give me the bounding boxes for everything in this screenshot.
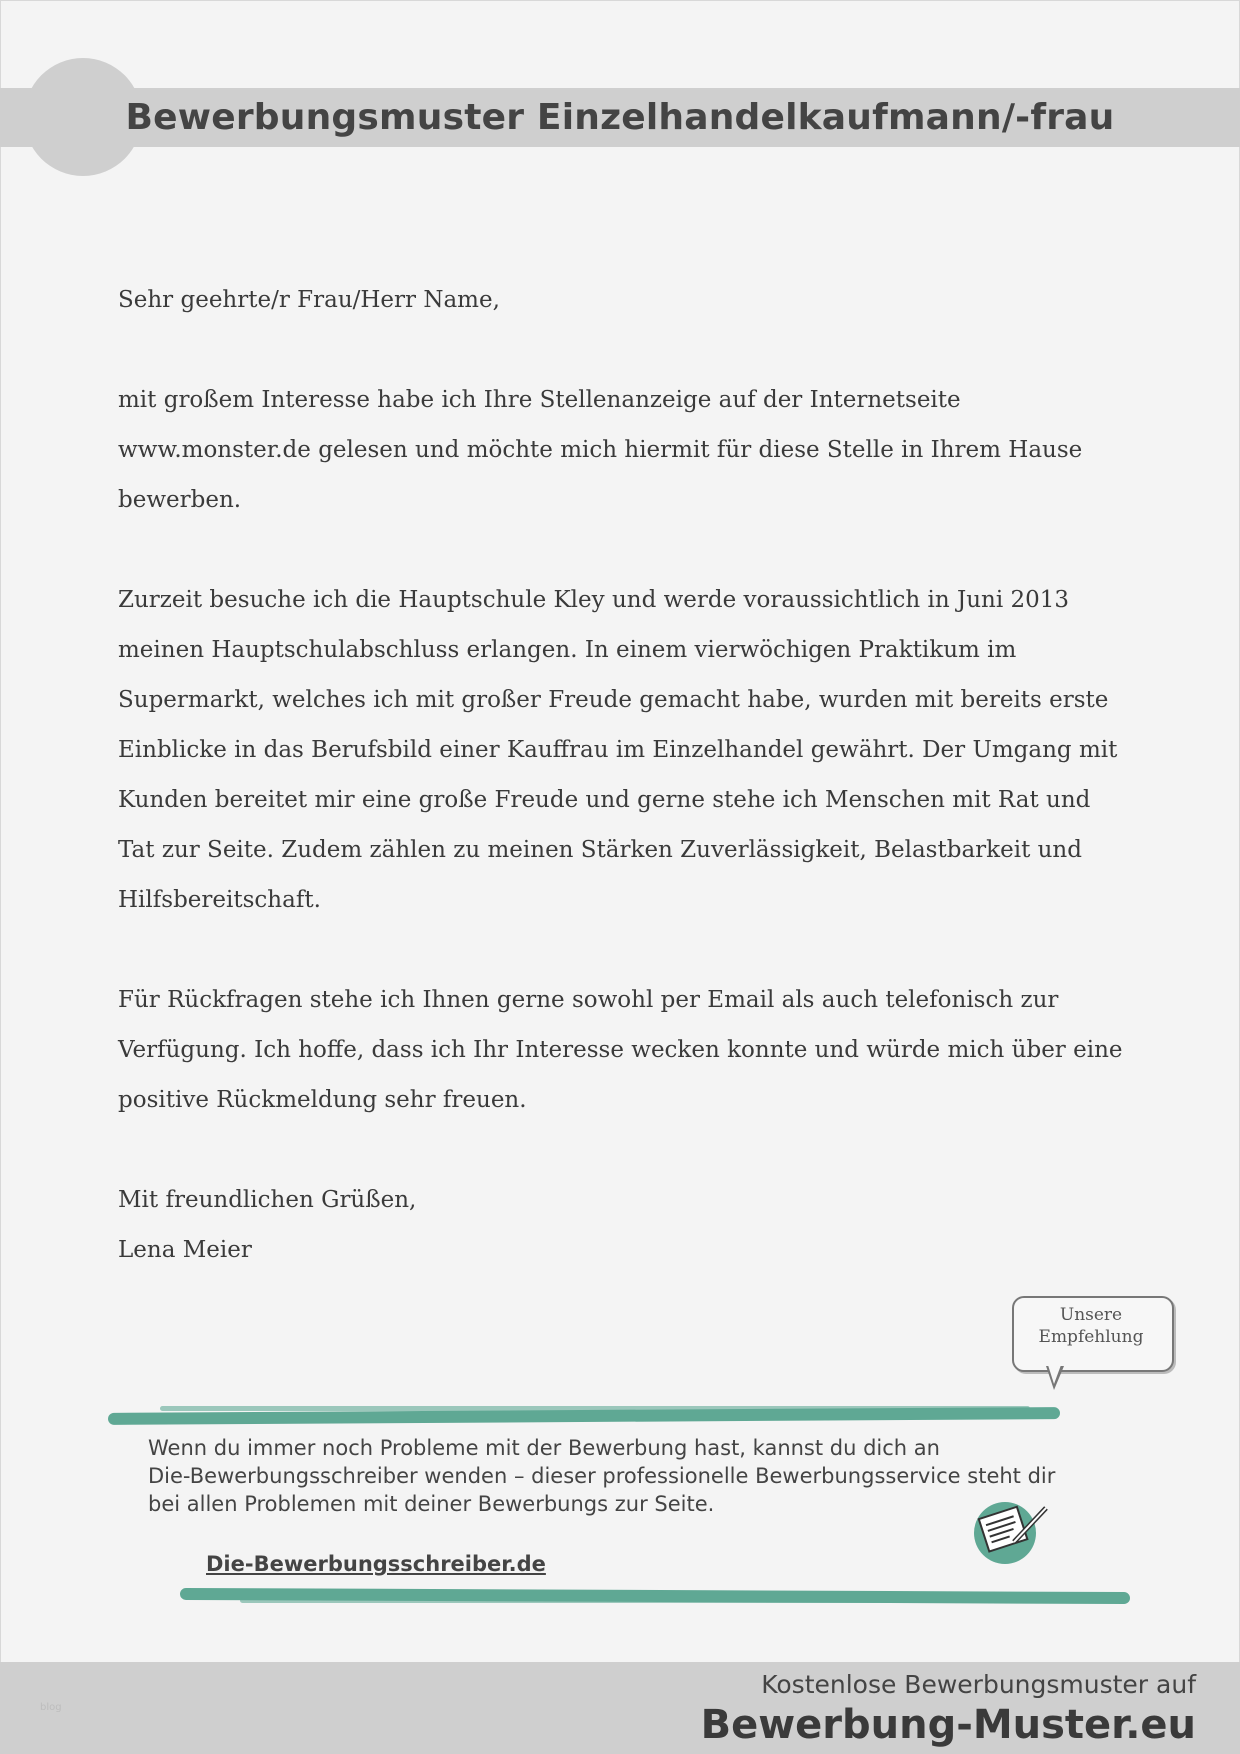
page-title: Bewerbungsmuster Einzelhandelkaufmann/-frau [125, 97, 1115, 138]
salutation: Sehr geehrte/r Frau/Herr Name, [118, 287, 500, 313]
paragraph-line: Zurzeit besuche ich die Hauptschule Kley und werde voraussichtlich in Juni 2013 [118, 587, 1070, 613]
recommendation-label [1012, 1304, 1170, 1348]
paragraph-line: Hilfsbereitschaft. [118, 887, 321, 913]
footer-watermark: blog [40, 1702, 62, 1713]
promo-line: Die-Bewerbungsschreiber wenden – dieser professionelle Bewerbungsservice steht dir [148, 1464, 1056, 1488]
bewerbungsschreiber-link[interactable]: Die-Bewerbungsschreiber.de [206, 1552, 546, 1576]
signature-name: Lena Meier [118, 1237, 252, 1263]
document-pen-icon [974, 1502, 1036, 1564]
paragraph-line: mit großem Interesse habe ich Ihre Stellenanzeige auf der Internetseite [118, 387, 961, 413]
paragraph-contact [118, 975, 1138, 1125]
footer-tagline: Kostenlose Bewerbungsmuster auf [761, 1670, 1196, 1699]
paragraph-background [118, 575, 1138, 925]
letter-body [118, 275, 1138, 1275]
promo-line: bei allen Problemen mit deiner Bewerbungs zur Seite. [148, 1492, 715, 1516]
closing: Mit freundlichen Grüßen, [118, 1187, 417, 1213]
paragraph-line: Tat zur Seite. Zudem zählen zu meinen Stärken Zuverlässigkeit, Belastbarkeit und [118, 837, 1082, 863]
promo-text [148, 1434, 1108, 1518]
paragraph-line: www.monster.de gelesen und möchte mich hiermit für diese Stelle in Ihrem Hause [118, 437, 1083, 463]
paragraph-line: positive Rückmeldung sehr freuen. [118, 1087, 527, 1113]
paragraph-interest [118, 375, 1138, 525]
footer-brand[interactable]: Bewerbung-Muster.eu [700, 1702, 1196, 1748]
paragraph-line: bewerben. [118, 487, 242, 513]
paragraph-line: meinen Hauptschulabschluss erlangen. In einem vierwöchigen Praktikum im [118, 637, 1017, 663]
recommendation-label-line1: Unsere [1059, 1305, 1123, 1325]
paragraph-line: Einblicke in das Berufsbild einer Kauffrau im Einzelhandel gewährt. Der Umgang mit [118, 737, 1118, 763]
recommendation-label-line2: Empfehlung [1038, 1327, 1144, 1347]
paragraph-line: Supermarkt, welches ich mit großer Freude gemacht habe, wurden mit bereits erste [118, 687, 1109, 713]
paragraph-line: Verfügung. Ich hoffe, dass ich Ihr Interesse wecken konnte und würde mich über eine [118, 1037, 1123, 1063]
promo-line: Wenn du immer noch Probleme mit der Bewerbung hast, kannst du dich an [148, 1436, 940, 1460]
paragraph-line: Kunden bereitet mir eine große Freude und gerne stehe ich Menschen mit Rat und [118, 787, 1091, 813]
paragraph-line: Für Rückfragen stehe ich Ihnen gerne sowohl per Email als auch telefonisch zur [118, 987, 1059, 1013]
